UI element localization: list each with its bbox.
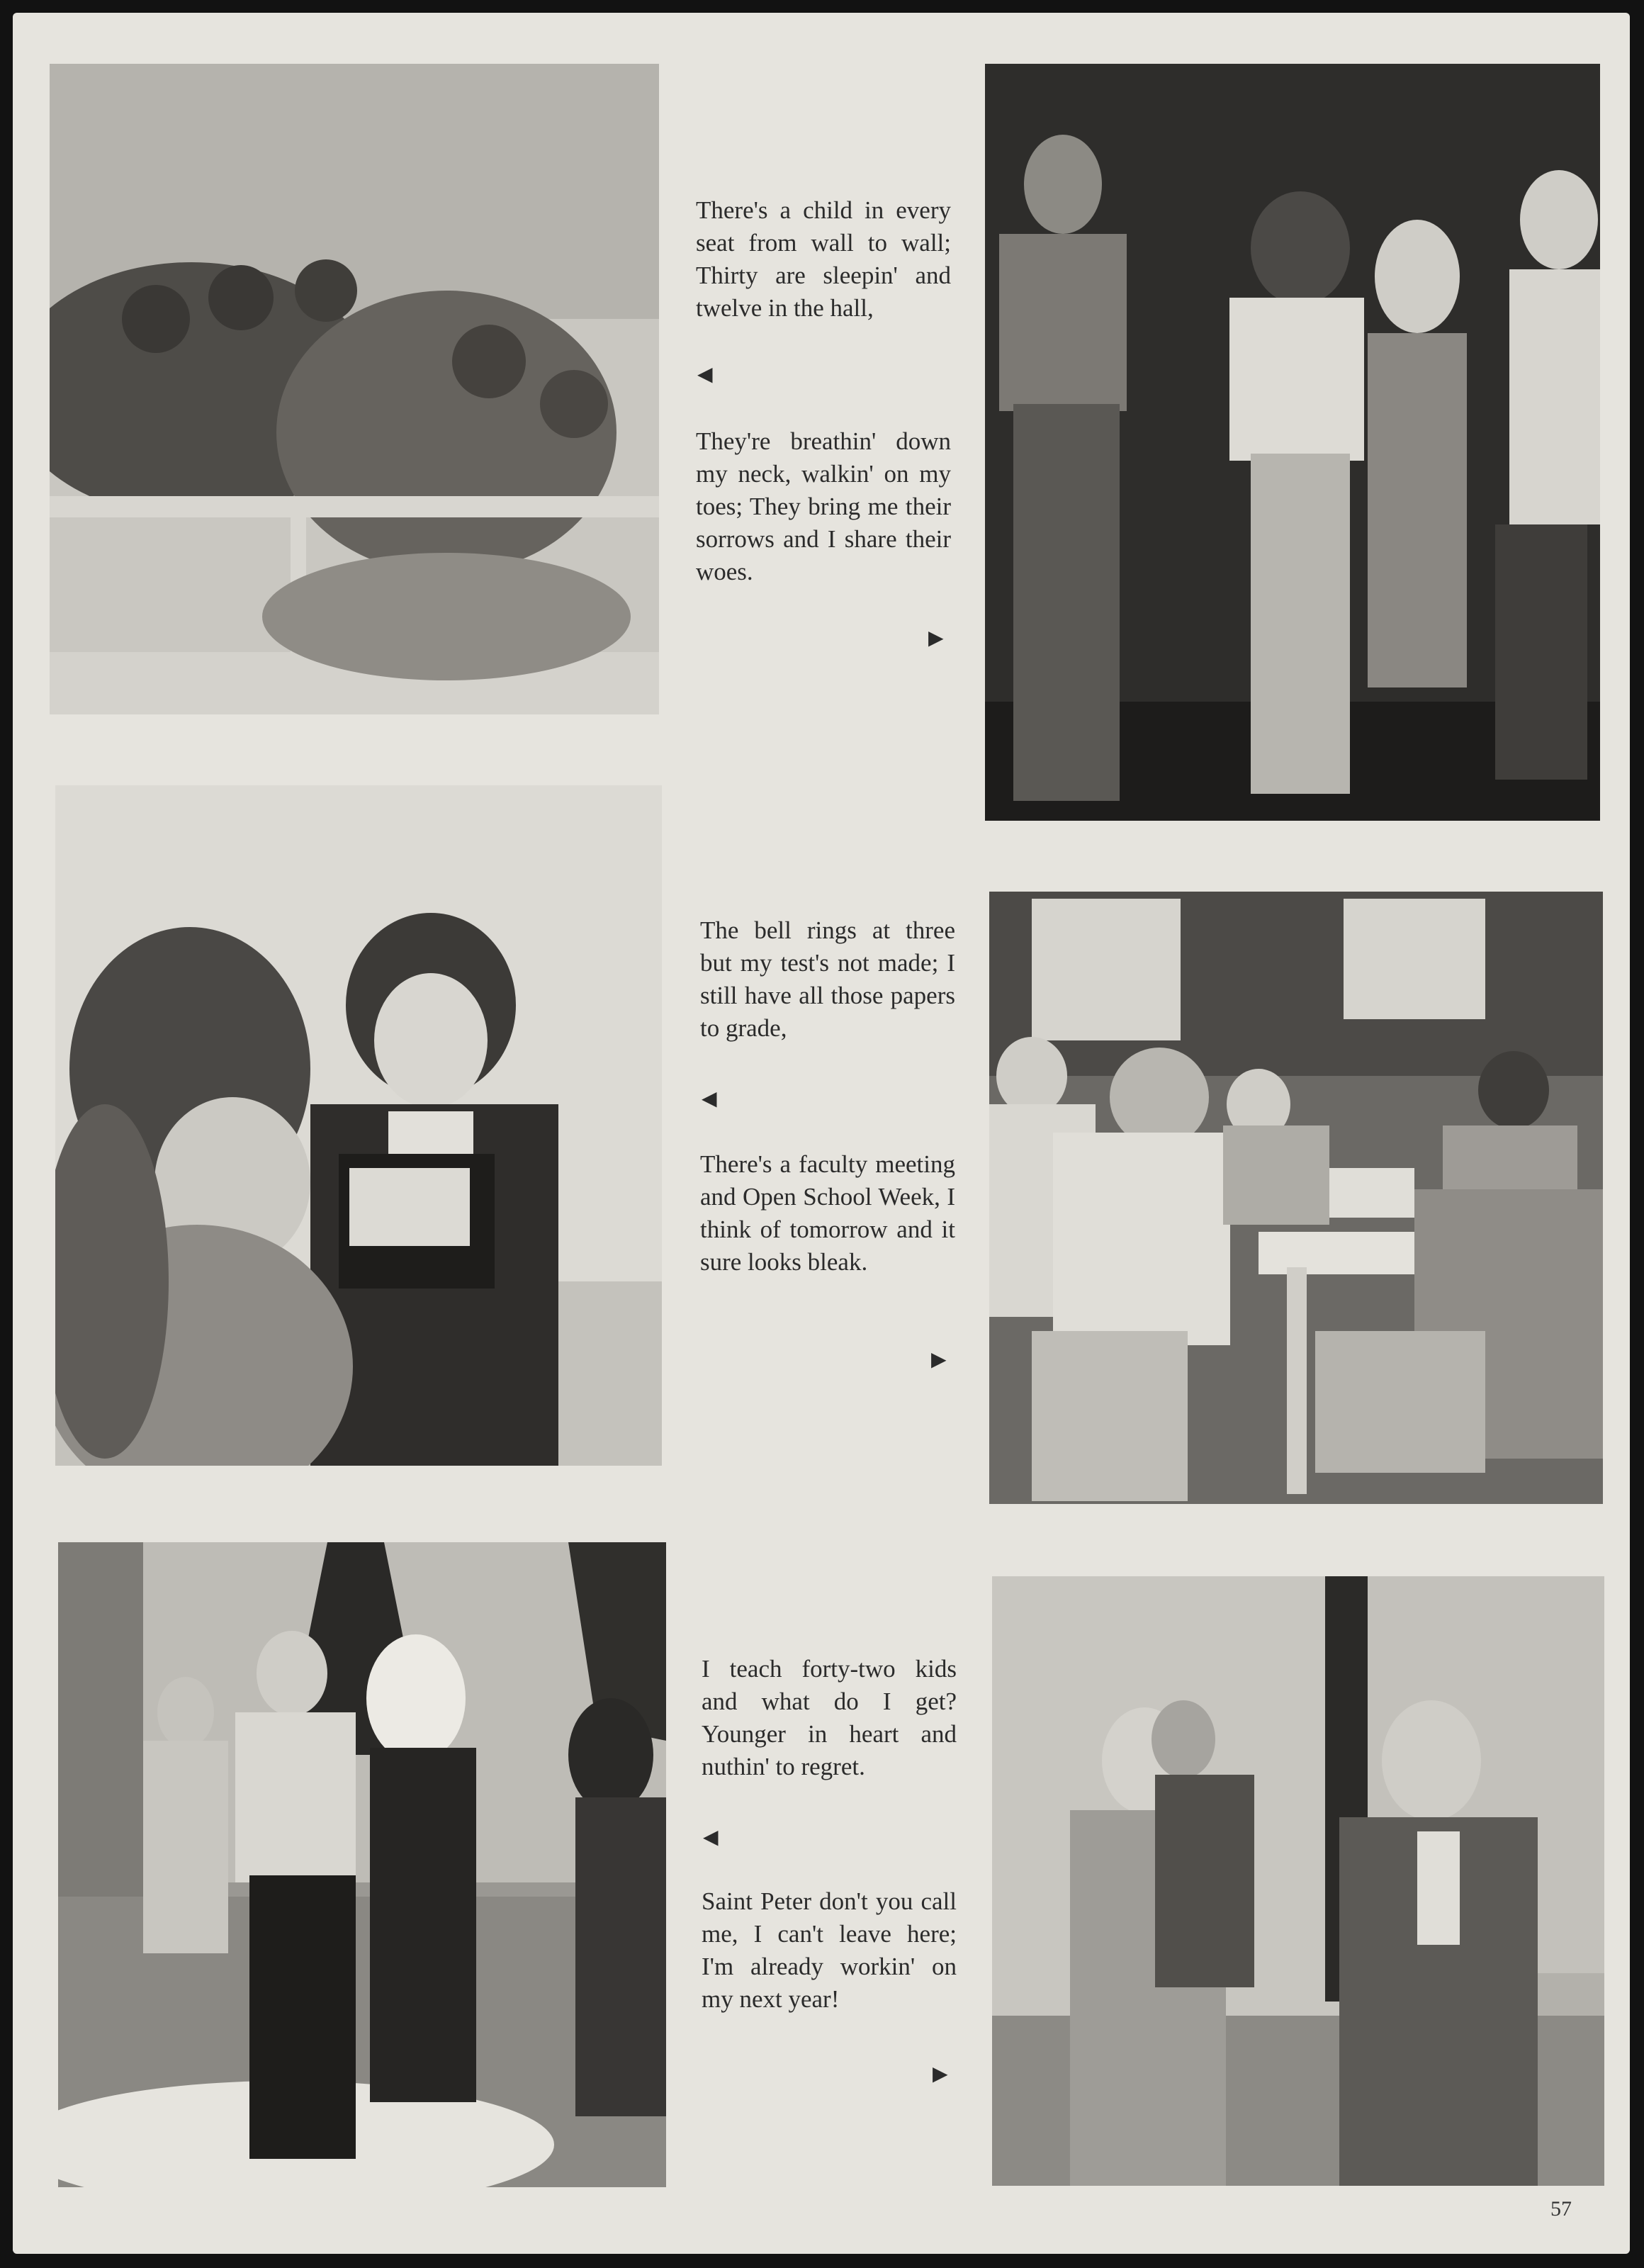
photo-students-bleachers (50, 64, 659, 714)
poem-stanza-2: They're breathin' down my neck, walkin' on my toes; They bring me their sorrows and I share their woes. (696, 427, 951, 585)
poem-stanza-6: Saint Peter don't you call me, I can't leave here; I'm already workin' on my next year! (702, 1887, 957, 2013)
poem-stanza-5: I teach forty-two kids and what do I get? Younger in heart and nuthin' to regret. (702, 1655, 957, 1780)
photo-students-with-santa (58, 1542, 666, 2187)
yearbook-page (13, 13, 1630, 2254)
arrow-left-icon: ◀ (703, 1825, 719, 1848)
arrow-left-icon: ◀ (697, 362, 713, 386)
poem-stanza-3: The bell rings at three but my test's not made; I still have all those papers to grade, (700, 916, 955, 1042)
poem-stanza-4: There's a faculty meeting and Open School Week, I think of tomorrow and it sure looks bleak. (700, 1150, 955, 1276)
photo-teacher-and-student (55, 785, 662, 1466)
photo-backstage-helper (985, 64, 1600, 821)
arrow-left-icon: ◀ (702, 1087, 717, 1110)
poem-stanza-1: There's a child in every seat from wall to wall; Thirty are sleepin' and twelve in the hall, (696, 196, 951, 322)
arrow-right-icon: ▶ (931, 1347, 947, 1371)
arrow-right-icon: ▶ (933, 2062, 948, 2085)
arrow-right-icon: ▶ (928, 626, 944, 649)
page-number: 57 (1550, 2197, 1572, 2221)
photo-faculty-meeting (989, 892, 1603, 1504)
photo-men-talking (992, 1576, 1604, 2186)
